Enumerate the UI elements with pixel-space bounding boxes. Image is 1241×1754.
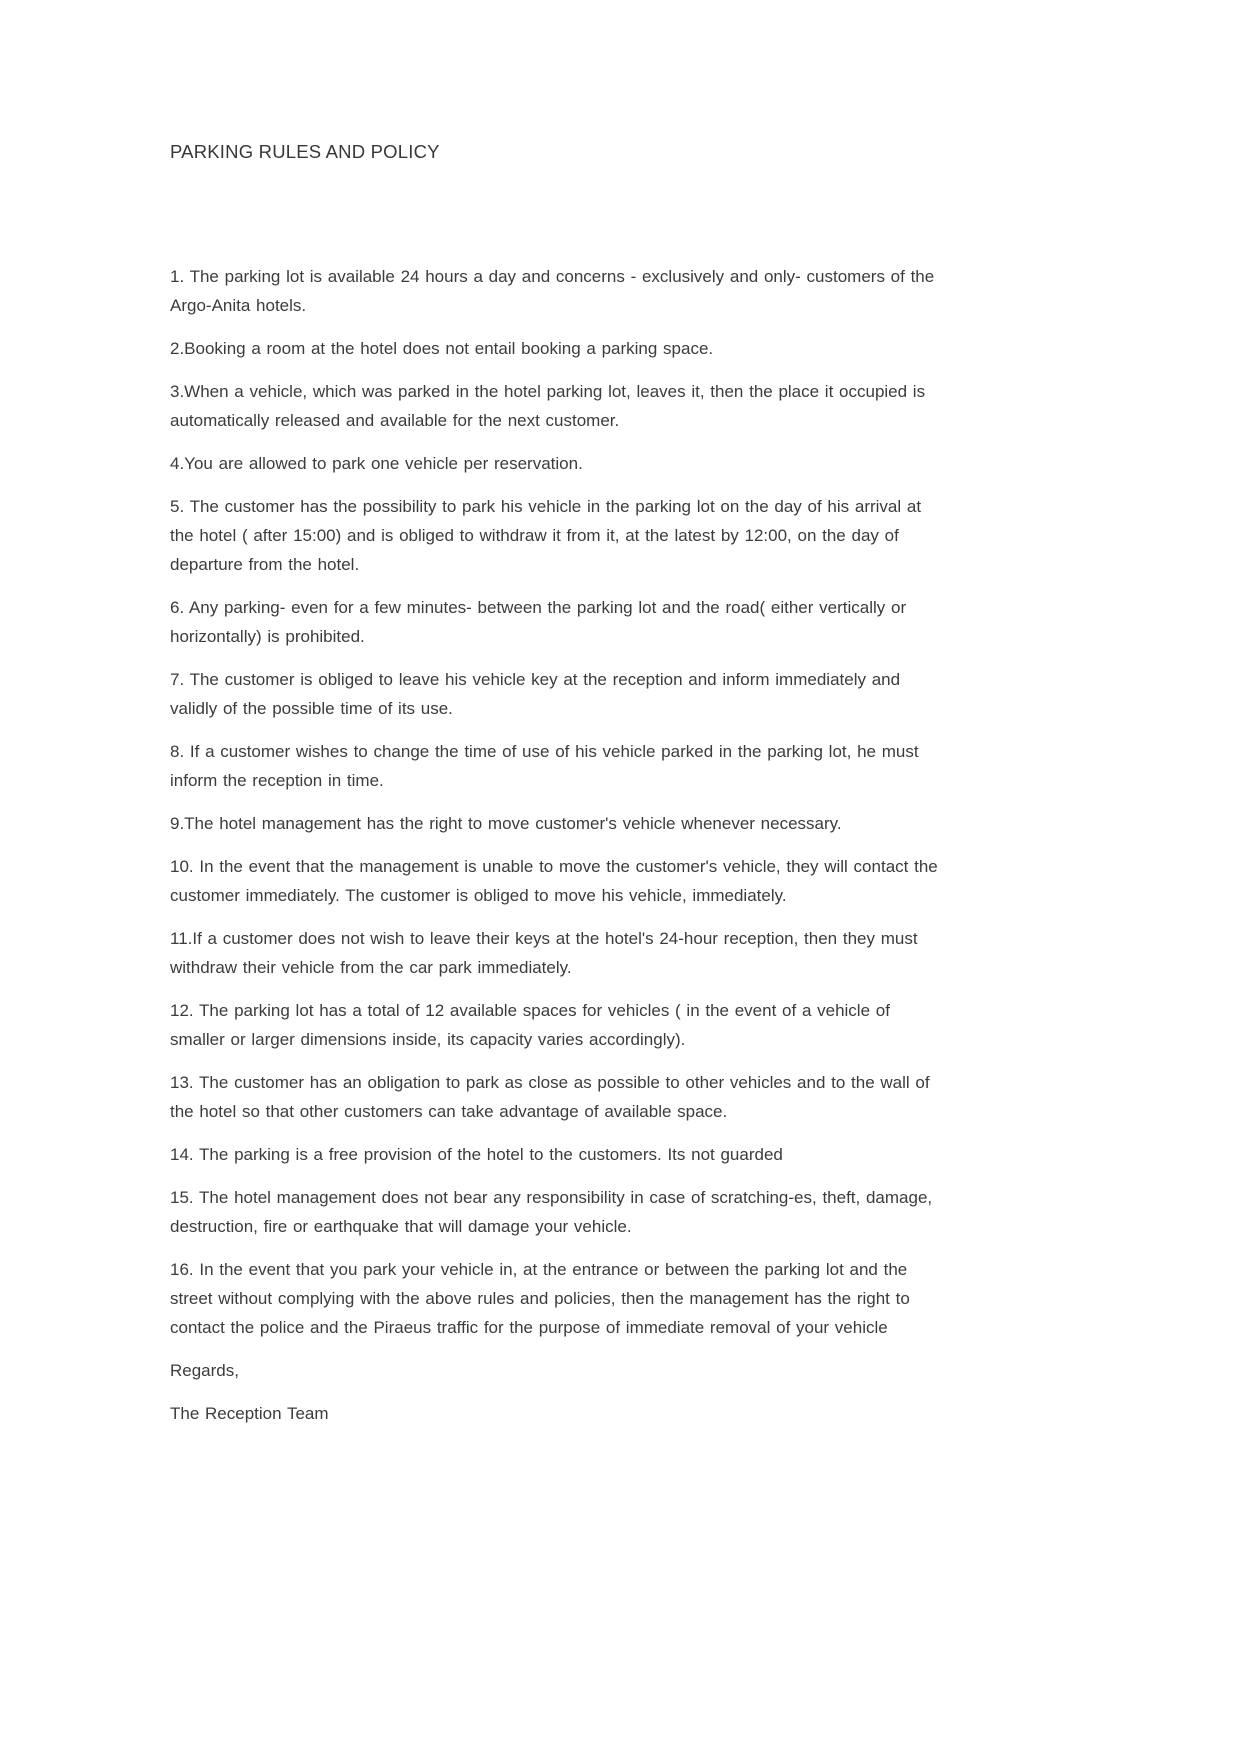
rule-paragraph-15: 15. The hotel management does not bear any responsibility in case of scratching-es, theft, damage, destruction, fire or earthquake that will damage your vehicle. <box>170 1188 933 1236</box>
rule-paragraph-5: 5. The customer has the possibility to park his vehicle in the parking lot on the day of his arrival at the hotel ( after 15:00) and is obliged to withdraw it from it, at the latest by 12:00, on the day of departure from the hotel. <box>170 497 922 574</box>
closing-block <box>170 1356 948 1428</box>
rule-paragraph-4: 4.You are allowed to park one vehicle per reservation. <box>170 454 583 473</box>
rule-paragraph-8: 8. If a customer wishes to change the time of use of his vehicle parked in the parking lot, he must inform the reception in time. <box>170 742 919 790</box>
rule-paragraph-14: 14. The parking is a free provision of the hotel to the customers. Its not guarded <box>170 1145 783 1164</box>
rule-paragraph-6: 6. Any parking- even for a few minutes- between the parking lot and the road( either vertically or horizontally) is prohibited. <box>170 598 907 646</box>
document-title: PARKING RULES AND POLICY <box>170 141 440 162</box>
closing-regards: Regards, <box>170 1361 239 1380</box>
rule-paragraph-3: 3.When a vehicle, which was parked in the hotel parking lot, leaves it, then the place it occupied is automatically released and available for the next customer. <box>170 382 926 430</box>
rule-paragraph-1: 1. The parking lot is available 24 hours a day and concerns - exclusively and only- customers of the Argo-Anita hotels. <box>170 267 935 315</box>
rule-paragraph-13: 13. The customer has an obligation to park as close as possible to other vehicles and to the wall of the hotel so that other customers can take advantage of available space. <box>170 1073 930 1121</box>
rule-paragraph-12: 12. The parking lot has a total of 12 available spaces for vehicles ( in the event of a vehicle of smaller or larger dimensions inside, its capacity varies accordingly). <box>170 1001 890 1049</box>
rule-paragraph-10: 10. In the event that the management is unable to move the customer's vehicle, they will contact the customer immediately. The customer is obliged to move his vehicle, immediately. <box>170 857 938 905</box>
closing-signature: The Reception Team <box>170 1404 329 1423</box>
rule-paragraph-7: 7. The customer is obliged to leave his vehicle key at the reception and inform immediately and validly of the possible time of its use. <box>170 670 901 718</box>
rule-paragraph-2: 2.Booking a room at the hotel does not entail booking a parking space. <box>170 339 714 358</box>
rule-paragraph-16: 16. In the event that you park your vehicle in, at the entrance or between the parking lot and the street without complying with the above rules and policies, then the management has the right to contact the police and the Piraeus traffic for the purpose of immediate removal of your vehicle <box>170 1260 910 1337</box>
document-content <box>170 137 948 1442</box>
rule-paragraph-9: 9.The hotel management has the right to move customer's vehicle whenever necessary. <box>170 814 842 833</box>
rule-paragraph-11: 11.If a customer does not wish to leave their keys at the hotel's 24-hour reception, then they must withdraw their vehicle from the car park immediately. <box>170 929 918 977</box>
